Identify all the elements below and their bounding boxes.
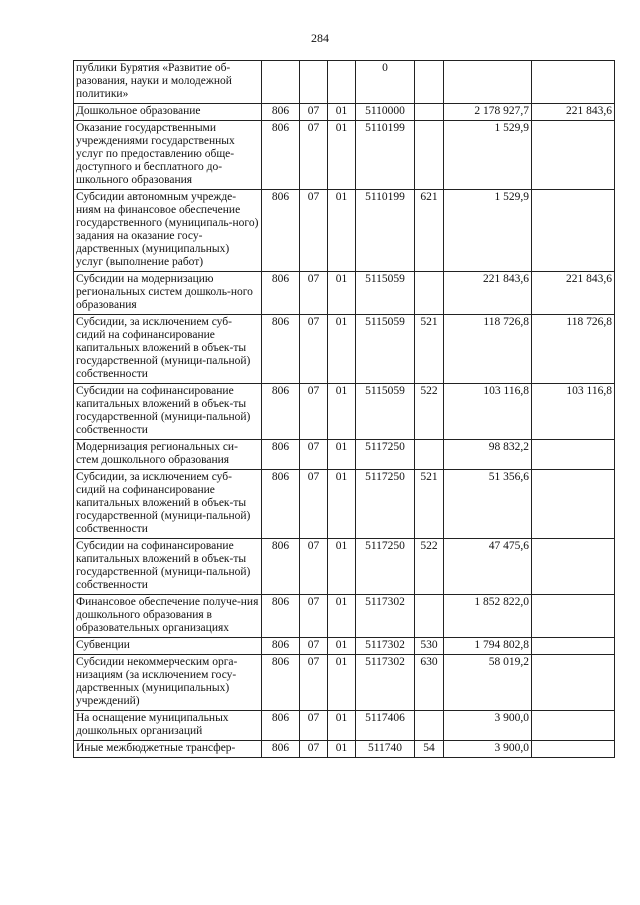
table-row bbox=[74, 384, 615, 440]
vr-code-cell: 54 bbox=[415, 741, 444, 758]
cs-code-cell: 5110199 bbox=[356, 190, 415, 272]
sum-total-cell: 221 843,6 bbox=[444, 272, 532, 315]
cs-code-cell: 5117250 bbox=[356, 539, 415, 595]
sum-federal-cell bbox=[532, 61, 615, 104]
table-body bbox=[74, 61, 615, 758]
gr-code-cell bbox=[262, 61, 300, 104]
row-name-cell: Субвенции bbox=[74, 638, 262, 655]
sum-total-cell: 1 852 822,0 bbox=[444, 595, 532, 638]
rz-code-cell: 07 bbox=[300, 440, 328, 470]
vr-code-cell bbox=[415, 104, 444, 121]
pr-code-cell: 01 bbox=[328, 272, 356, 315]
row-name-cell: Субсидии некоммерческим орга-низациям (за исключением госу-дарственных (муниципальных) учреждений) bbox=[74, 655, 262, 711]
row-name-cell: Модернизация региональных си-стем дошкольного образования bbox=[74, 440, 262, 470]
sum-federal-cell bbox=[532, 655, 615, 711]
rz-code-cell: 07 bbox=[300, 384, 328, 440]
sum-federal-cell bbox=[532, 595, 615, 638]
vr-code-cell bbox=[415, 440, 444, 470]
row-name-cell: Субсидии, за исключением суб-сидий на софинансирование капитальных вложений в объек-ты государственной (муници-пальной) собственности bbox=[74, 315, 262, 384]
cs-code-cell: 5117302 bbox=[356, 595, 415, 638]
sum-total-cell: 58 019,2 bbox=[444, 655, 532, 711]
sum-total-cell: 1 529,9 bbox=[444, 190, 532, 272]
vr-code-cell bbox=[415, 121, 444, 190]
sum-federal-cell bbox=[532, 121, 615, 190]
pr-code-cell: 01 bbox=[328, 655, 356, 711]
row-name-cell: Субсидии, за исключением суб-сидий на софинансирование капитальных вложений в объек-ты государственной (муници-пальной) собственности bbox=[74, 470, 262, 539]
sum-federal-cell bbox=[532, 539, 615, 595]
cs-code-cell: 5117250 bbox=[356, 440, 415, 470]
pr-code-cell: 01 bbox=[328, 440, 356, 470]
sum-total-cell: 3 900,0 bbox=[444, 741, 532, 758]
row-name-cell: На оснащение муниципальных дошкольных организаций bbox=[74, 711, 262, 741]
gr-code-cell: 806 bbox=[262, 711, 300, 741]
cs-code-cell: 5117302 bbox=[356, 638, 415, 655]
cs-code-cell: 5110000 bbox=[356, 104, 415, 121]
table-row bbox=[74, 121, 615, 190]
sum-total-cell: 1 794 802,8 bbox=[444, 638, 532, 655]
row-name-cell: Дошкольное образование bbox=[74, 104, 262, 121]
cs-code-cell: 5117250 bbox=[356, 470, 415, 539]
sum-total-cell: 1 529,9 bbox=[444, 121, 532, 190]
pr-code-cell: 01 bbox=[328, 315, 356, 384]
table-row bbox=[74, 61, 615, 104]
pr-code-cell: 01 bbox=[328, 711, 356, 741]
table-row bbox=[74, 595, 615, 638]
rz-code-cell: 07 bbox=[300, 741, 328, 758]
vr-code-cell: 630 bbox=[415, 655, 444, 711]
pr-code-cell: 01 bbox=[328, 638, 356, 655]
gr-code-cell: 806 bbox=[262, 595, 300, 638]
table-row bbox=[74, 315, 615, 384]
pr-code-cell: 01 bbox=[328, 104, 356, 121]
rz-code-cell: 07 bbox=[300, 470, 328, 539]
vr-code-cell: 521 bbox=[415, 315, 444, 384]
vr-code-cell: 621 bbox=[415, 190, 444, 272]
sum-total-cell: 3 900,0 bbox=[444, 711, 532, 741]
sum-federal-cell bbox=[532, 470, 615, 539]
row-name-cell: Субсидии на модернизацию региональных систем дошколь-ного образования bbox=[74, 272, 262, 315]
sum-total-cell: 118 726,8 bbox=[444, 315, 532, 384]
table-row bbox=[74, 655, 615, 711]
row-name-cell: Субсидии автономным учрежде-ниям на финансовое обеспечение государственного (муниципаль-ного) задания на оказание госу-дарственных (муниципальных) услуг (выполнение работ) bbox=[74, 190, 262, 272]
cs-code-cell: 5115059 bbox=[356, 384, 415, 440]
sum-federal-cell bbox=[532, 440, 615, 470]
row-name-cell: Субсидии на софинансирование капитальных вложений в объек-ты государственной (муници-пальной) собственности bbox=[74, 539, 262, 595]
gr-code-cell: 806 bbox=[262, 315, 300, 384]
gr-code-cell: 806 bbox=[262, 121, 300, 190]
table-row bbox=[74, 711, 615, 741]
vr-code-cell bbox=[415, 595, 444, 638]
row-name-cell: Оказание государственными учреждениями государственных услуг по предоставлению обще-доступного и бесплатного до-школьного образования bbox=[74, 121, 262, 190]
gr-code-cell: 806 bbox=[262, 104, 300, 121]
table-row bbox=[74, 539, 615, 595]
table-row bbox=[74, 470, 615, 539]
sum-federal-cell: 103 116,8 bbox=[532, 384, 615, 440]
vr-code-cell: 521 bbox=[415, 470, 444, 539]
pr-code-cell: 01 bbox=[328, 470, 356, 539]
row-name-cell: публики Бурятия «Развитие об-разования, науки и молодежной политики» bbox=[74, 61, 262, 104]
gr-code-cell: 806 bbox=[262, 272, 300, 315]
gr-code-cell: 806 bbox=[262, 655, 300, 711]
rz-code-cell: 07 bbox=[300, 315, 328, 384]
sum-total-cell bbox=[444, 61, 532, 104]
cs-code-cell: 5117302 bbox=[356, 655, 415, 711]
vr-code-cell: 522 bbox=[415, 539, 444, 595]
pr-code-cell: 01 bbox=[328, 121, 356, 190]
cs-code-cell: 5115059 bbox=[356, 272, 415, 315]
row-name-cell: Субсидии на софинансирование капитальных вложений в объек-ты государственной (муници-пальной) собственности bbox=[74, 384, 262, 440]
vr-code-cell bbox=[415, 711, 444, 741]
gr-code-cell: 806 bbox=[262, 470, 300, 539]
sum-total-cell: 47 475,6 bbox=[444, 539, 532, 595]
sum-federal-cell: 221 843,6 bbox=[532, 272, 615, 315]
rz-code-cell: 07 bbox=[300, 655, 328, 711]
sum-total-cell: 2 178 927,7 bbox=[444, 104, 532, 121]
sum-federal-cell bbox=[532, 741, 615, 758]
cs-code-cell: 511740 bbox=[356, 741, 415, 758]
sum-federal-cell: 221 843,6 bbox=[532, 104, 615, 121]
sum-total-cell: 51 356,6 bbox=[444, 470, 532, 539]
vr-code-cell bbox=[415, 61, 444, 104]
pr-code-cell: 01 bbox=[328, 190, 356, 272]
sum-federal-cell: 118 726,8 bbox=[532, 315, 615, 384]
gr-code-cell: 806 bbox=[262, 384, 300, 440]
sum-total-cell: 98 832,2 bbox=[444, 440, 532, 470]
cs-code-cell: 0 bbox=[356, 61, 415, 104]
row-name-cell: Иные межбюджетные трансфер- bbox=[74, 741, 262, 758]
cs-code-cell: 5110199 bbox=[356, 121, 415, 190]
gr-code-cell: 806 bbox=[262, 539, 300, 595]
rz-code-cell: 07 bbox=[300, 104, 328, 121]
table-row bbox=[74, 440, 615, 470]
vr-code-cell bbox=[415, 272, 444, 315]
table-row bbox=[74, 272, 615, 315]
sum-total-cell: 103 116,8 bbox=[444, 384, 532, 440]
row-name-cell: Финансовое обеспечение получе-ния дошкольного образования в образовательных организациях bbox=[74, 595, 262, 638]
sum-federal-cell bbox=[532, 190, 615, 272]
sum-federal-cell bbox=[532, 711, 615, 741]
sum-federal-cell bbox=[532, 638, 615, 655]
pr-code-cell: 01 bbox=[328, 741, 356, 758]
budget-table bbox=[73, 60, 615, 758]
pr-code-cell: 01 bbox=[328, 595, 356, 638]
rz-code-cell: 07 bbox=[300, 190, 328, 272]
table-row bbox=[74, 741, 615, 758]
gr-code-cell: 806 bbox=[262, 440, 300, 470]
rz-code-cell: 07 bbox=[300, 711, 328, 741]
page-number: 284 bbox=[311, 31, 329, 45]
pr-code-cell: 01 bbox=[328, 539, 356, 595]
rz-code-cell: 07 bbox=[300, 595, 328, 638]
vr-code-cell: 530 bbox=[415, 638, 444, 655]
rz-code-cell: 07 bbox=[300, 539, 328, 595]
table-row bbox=[74, 190, 615, 272]
pr-code-cell: 01 bbox=[328, 384, 356, 440]
gr-code-cell: 806 bbox=[262, 638, 300, 655]
rz-code-cell: 07 bbox=[300, 638, 328, 655]
gr-code-cell: 806 bbox=[262, 190, 300, 272]
table-row bbox=[74, 638, 615, 655]
cs-code-cell: 5115059 bbox=[356, 315, 415, 384]
rz-code-cell: 07 bbox=[300, 121, 328, 190]
table-row bbox=[74, 104, 615, 121]
vr-code-cell: 522 bbox=[415, 384, 444, 440]
cs-code-cell: 5117406 bbox=[356, 711, 415, 741]
gr-code-cell: 806 bbox=[262, 741, 300, 758]
pr-code-cell bbox=[328, 61, 356, 104]
rz-code-cell bbox=[300, 61, 328, 104]
rz-code-cell: 07 bbox=[300, 272, 328, 315]
